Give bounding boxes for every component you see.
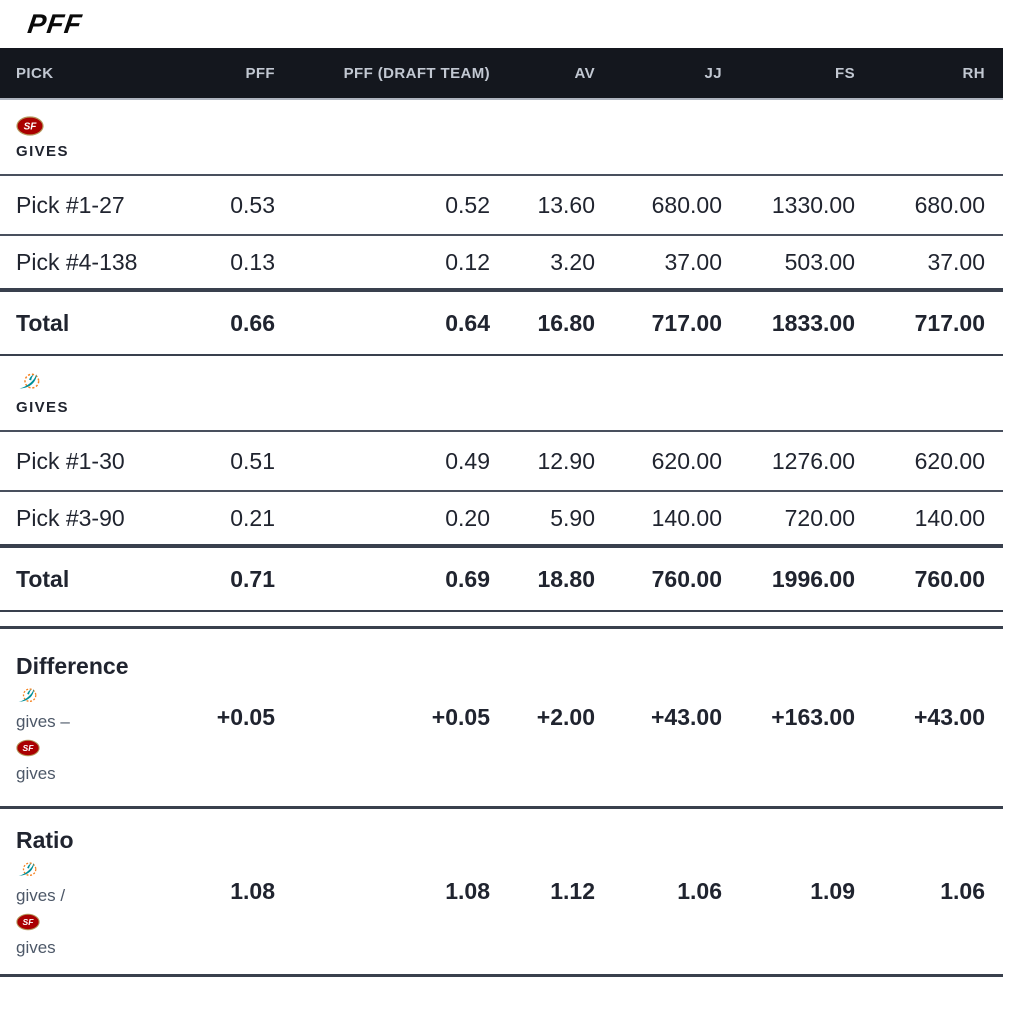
value-av: 5.90 [550,504,595,531]
difference-av: +2.00 [536,704,595,730]
ratio-av: 1.12 [550,878,595,904]
difference-jj: +43.00 [651,704,722,730]
total-label: Total [16,309,70,336]
sf-49ers-logo [16,913,40,931]
difference-pff: +0.05 [216,704,275,730]
total-fs: 1996.00 [771,565,855,592]
trade-value-table [0,48,1003,977]
miami-dolphins-logo [16,861,40,879]
column-header-rh: RH [962,64,985,82]
total-av: 16.80 [537,309,595,336]
pick-label: Pick #4-138 [16,248,138,275]
total-fs: 1833.00 [771,309,855,336]
difference-title: Difference [16,652,129,679]
sf-49ers-logo [16,739,40,757]
ratio-pff: 1.08 [230,878,275,904]
value-pff: 0.21 [230,504,275,531]
table-row-pick-4-138 [0,236,1003,292]
total-pff: 0.71 [230,565,275,592]
total-rh: 760.00 [914,565,985,592]
difference-fs: +163.00 [771,704,855,730]
difference-label [16,629,176,806]
value-fs: 720.00 [784,504,855,531]
pick-label: Pick #1-27 [16,191,125,218]
gives-label: GIVES [16,399,69,416]
table-row-pick-3-90 [0,492,1003,548]
sf-49ers-logo [16,116,44,136]
value-rh: 37.00 [927,248,985,275]
value-av: 3.20 [550,248,595,275]
value-av: 12.90 [537,447,595,474]
pff-logo: PFF [25,8,85,39]
column-header-pff-draft-team: PFF (DRAFT TEAM) [343,64,490,82]
ratio-jj: 1.06 [677,878,722,904]
value-fs: 503.00 [784,248,855,275]
difference-rh: +43.00 [914,704,985,730]
pick-label: Pick #3-90 [16,504,125,531]
total-jj: 717.00 [651,309,722,336]
topbar [0,0,1011,48]
total-av: 18.80 [537,565,595,592]
column-header-av: AV [574,64,595,82]
value-pff-draft-team: 0.12 [445,248,490,275]
miami-dolphins-logo [16,372,44,392]
value-pff: 0.51 [230,447,275,474]
value-fs: 1276.00 [771,447,855,474]
ratio-pff-draft-team: 1.08 [445,878,490,904]
table-header-row [0,48,1003,100]
value-pff: 0.13 [230,248,275,275]
value-pff: 0.53 [230,191,275,218]
value-pff-draft-team: 0.52 [445,191,490,218]
total-pff-draft-team: 0.69 [445,565,490,592]
section-gap [0,612,1003,626]
table-row-pick-1-30 [0,432,1003,492]
miami-dolphins-logo [16,687,40,705]
value-jj: 140.00 [651,504,722,531]
total-jj: 760.00 [651,565,722,592]
ratio-title: Ratio [16,826,74,853]
value-rh: 140.00 [914,504,985,531]
gives-label: GIVES [16,143,69,160]
total-rh: 717.00 [914,309,985,336]
ratio-label [16,809,176,974]
ratio-formula-top: gives / [16,885,66,905]
total-label: Total [16,565,70,592]
ratio-formula-bottom: gives [16,937,56,957]
column-header-pff: PFF [245,64,275,82]
total-row-dolphins [0,548,1003,612]
column-header-fs: FS [835,64,855,82]
svg-text:SF: SF [22,742,34,753]
column-header-jj: JJ [704,64,722,82]
value-jj: 37.00 [664,248,722,275]
value-pff-draft-team: 0.20 [445,504,490,531]
value-rh: 620.00 [914,447,985,474]
value-av: 13.60 [537,191,595,218]
ratio-rh: 1.06 [940,878,985,904]
value-fs: 1330.00 [771,191,855,218]
difference-formula-top: gives – [16,711,70,731]
value-jj: 620.00 [651,447,722,474]
total-pff-draft-team: 0.64 [445,309,490,336]
pick-label: Pick #1-30 [16,447,125,474]
value-rh: 680.00 [914,191,985,218]
difference-formula-bottom: gives [16,763,56,783]
difference-row [0,626,1003,806]
total-row-49ers [0,292,1003,356]
value-jj: 680.00 [651,191,722,218]
value-pff-draft-team: 0.49 [445,447,490,474]
svg-text:SF: SF [22,916,34,927]
difference-pff-draft-team: +0.05 [431,704,490,730]
ratio-fs: 1.09 [810,878,855,904]
team-section-header-49ers [0,100,1003,176]
team-section-header-dolphins [0,356,1003,432]
total-pff: 0.66 [230,309,275,336]
ratio-row [0,806,1003,977]
svg-text:SF: SF [23,121,37,133]
column-header-pick: PICK [16,64,54,82]
table-row-pick-1-27 [0,176,1003,236]
